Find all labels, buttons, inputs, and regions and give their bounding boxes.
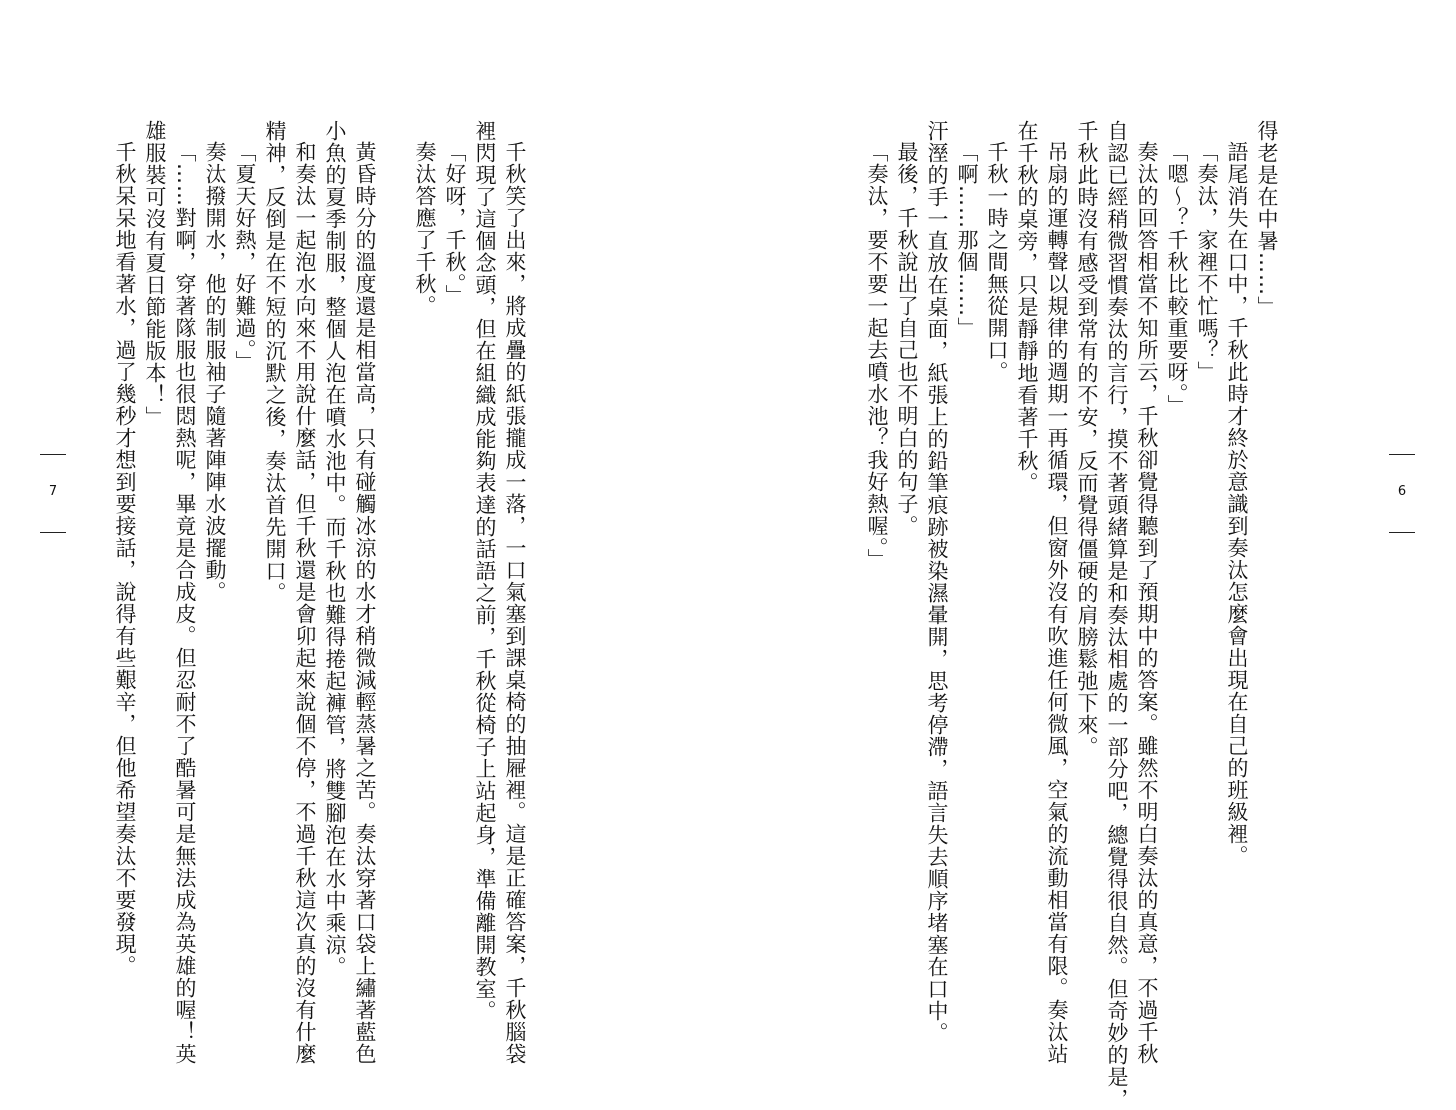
text-line: 奏汰撥開水，他的制服袖子隨著陣陣水波擺動。 bbox=[203, 141, 227, 603]
page-left bbox=[0, 0, 728, 1065]
folio-rule bbox=[40, 532, 66, 533]
text-line: 雄服裝可沒有夏日節能版本！」 bbox=[143, 120, 167, 428]
text-line: 吊扇的運轉聲以規律的週期一再循環，但窗外沒有吹進任何微風，空氣的流動相當有限。奏汰站 bbox=[1045, 141, 1069, 1065]
text-line: 「啊……那個……」 bbox=[955, 141, 979, 339]
page-number-marker bbox=[1389, 452, 1415, 534]
text-line: 「夏天好熱，好難過。」 bbox=[233, 141, 257, 373]
text-line: 自認已經稍微習慣奏汰的言行，摸不著頭緒算是和奏汰相處的一部分吧，總覺得很自然。但奇妙的是， bbox=[1105, 120, 1129, 1110]
page-number: 7 bbox=[48, 484, 58, 499]
text-line: 千秋此時沒有感受到常有的不安，反而覺得僵硬的肩膀鬆弛下來。 bbox=[1075, 120, 1099, 758]
text-line: 語尾消失在口中，千秋此時才終於意識到奏汰怎麼會出現在自己的班級裡。 bbox=[1225, 141, 1249, 867]
text-line: 黃昏時分的溫度還是相當高，只有碰觸冰涼的水才稍微減輕蒸暑之苦。奏汰穿著口袋上繡著藍色 bbox=[353, 141, 377, 1065]
folio-rule bbox=[1389, 454, 1415, 455]
text-line: 「……對啊，穿著隊服也很悶熱呢，畢竟是合成皮。但忍耐不了酷暑可是無法成為英雄的喔！英 bbox=[173, 141, 197, 1065]
text-line: 汗溼的手一直放在桌面，紙張上的鉛筆痕跡被染濕暈開，思考停滯，語言失去順序堵塞在口中。 bbox=[925, 120, 949, 1044]
text-line: 千秋一時之間無從開口。 bbox=[985, 141, 1009, 383]
text-line: 小魚的夏季制服，整個人泡在噴水池中。而千秋也難得捲起褲管，將雙腳泡在水中乘涼。 bbox=[323, 120, 347, 978]
page-right bbox=[728, 0, 1456, 1110]
text-line: 和奏汰一起泡水向來不用說什麼話，但千秋還是會卯起來說個不停，不過千秋這次真的沒有什麼 bbox=[293, 141, 317, 1065]
text-line: 「奏汰，要不要一起去噴水池？我好熱喔。」 bbox=[865, 141, 889, 571]
text-line: 在千秋的桌旁，只是靜靜地看著千秋。 bbox=[1015, 120, 1039, 494]
text-line: 奏汰的回答相當不知所云，千秋卻覺得聽到了預期中的答案。雖然不明白奏汰的真意，不過千秋 bbox=[1135, 141, 1159, 1065]
text-line: 精神，反倒是在不短的沉默之後，奏汰首先開口。 bbox=[263, 120, 287, 604]
text-line: 「奏汰，家裡不忙嗎？」 bbox=[1195, 141, 1219, 383]
body-text bbox=[110, 120, 530, 1065]
page-number-marker bbox=[40, 452, 66, 534]
folio-rule bbox=[40, 454, 66, 455]
text-line: 裡閃現了這個念頭，但在組織成能夠表達的話語之前，千秋從椅子上站起身，準備離開教室。 bbox=[473, 120, 497, 1022]
text-line: 奏汰答應了千秋。 bbox=[413, 141, 437, 317]
text-line: 「好呀，千秋。」 bbox=[443, 141, 467, 307]
body-text bbox=[862, 120, 1282, 1110]
text-line: 千秋笑了出來，將成疊的紙張攏成一落，一口氣塞到課桌椅的抽屜裡。這是正確答案，千秋腦袋 bbox=[503, 141, 527, 1065]
text-line: 最後，千秋說出了自己也不明白的句子。 bbox=[895, 141, 919, 537]
text-line: 千秋呆呆地看著水，過了幾秒才想到要接話，說得有些艱辛，但他希望奏汰不要發現。 bbox=[113, 141, 137, 977]
text-line: 得老是在中暑……」 bbox=[1255, 120, 1279, 318]
folio-rule bbox=[1389, 532, 1415, 533]
text-line: 「嗯～？千秋比較重要呀。」 bbox=[1165, 141, 1189, 417]
page-number: 6 bbox=[1397, 484, 1407, 499]
